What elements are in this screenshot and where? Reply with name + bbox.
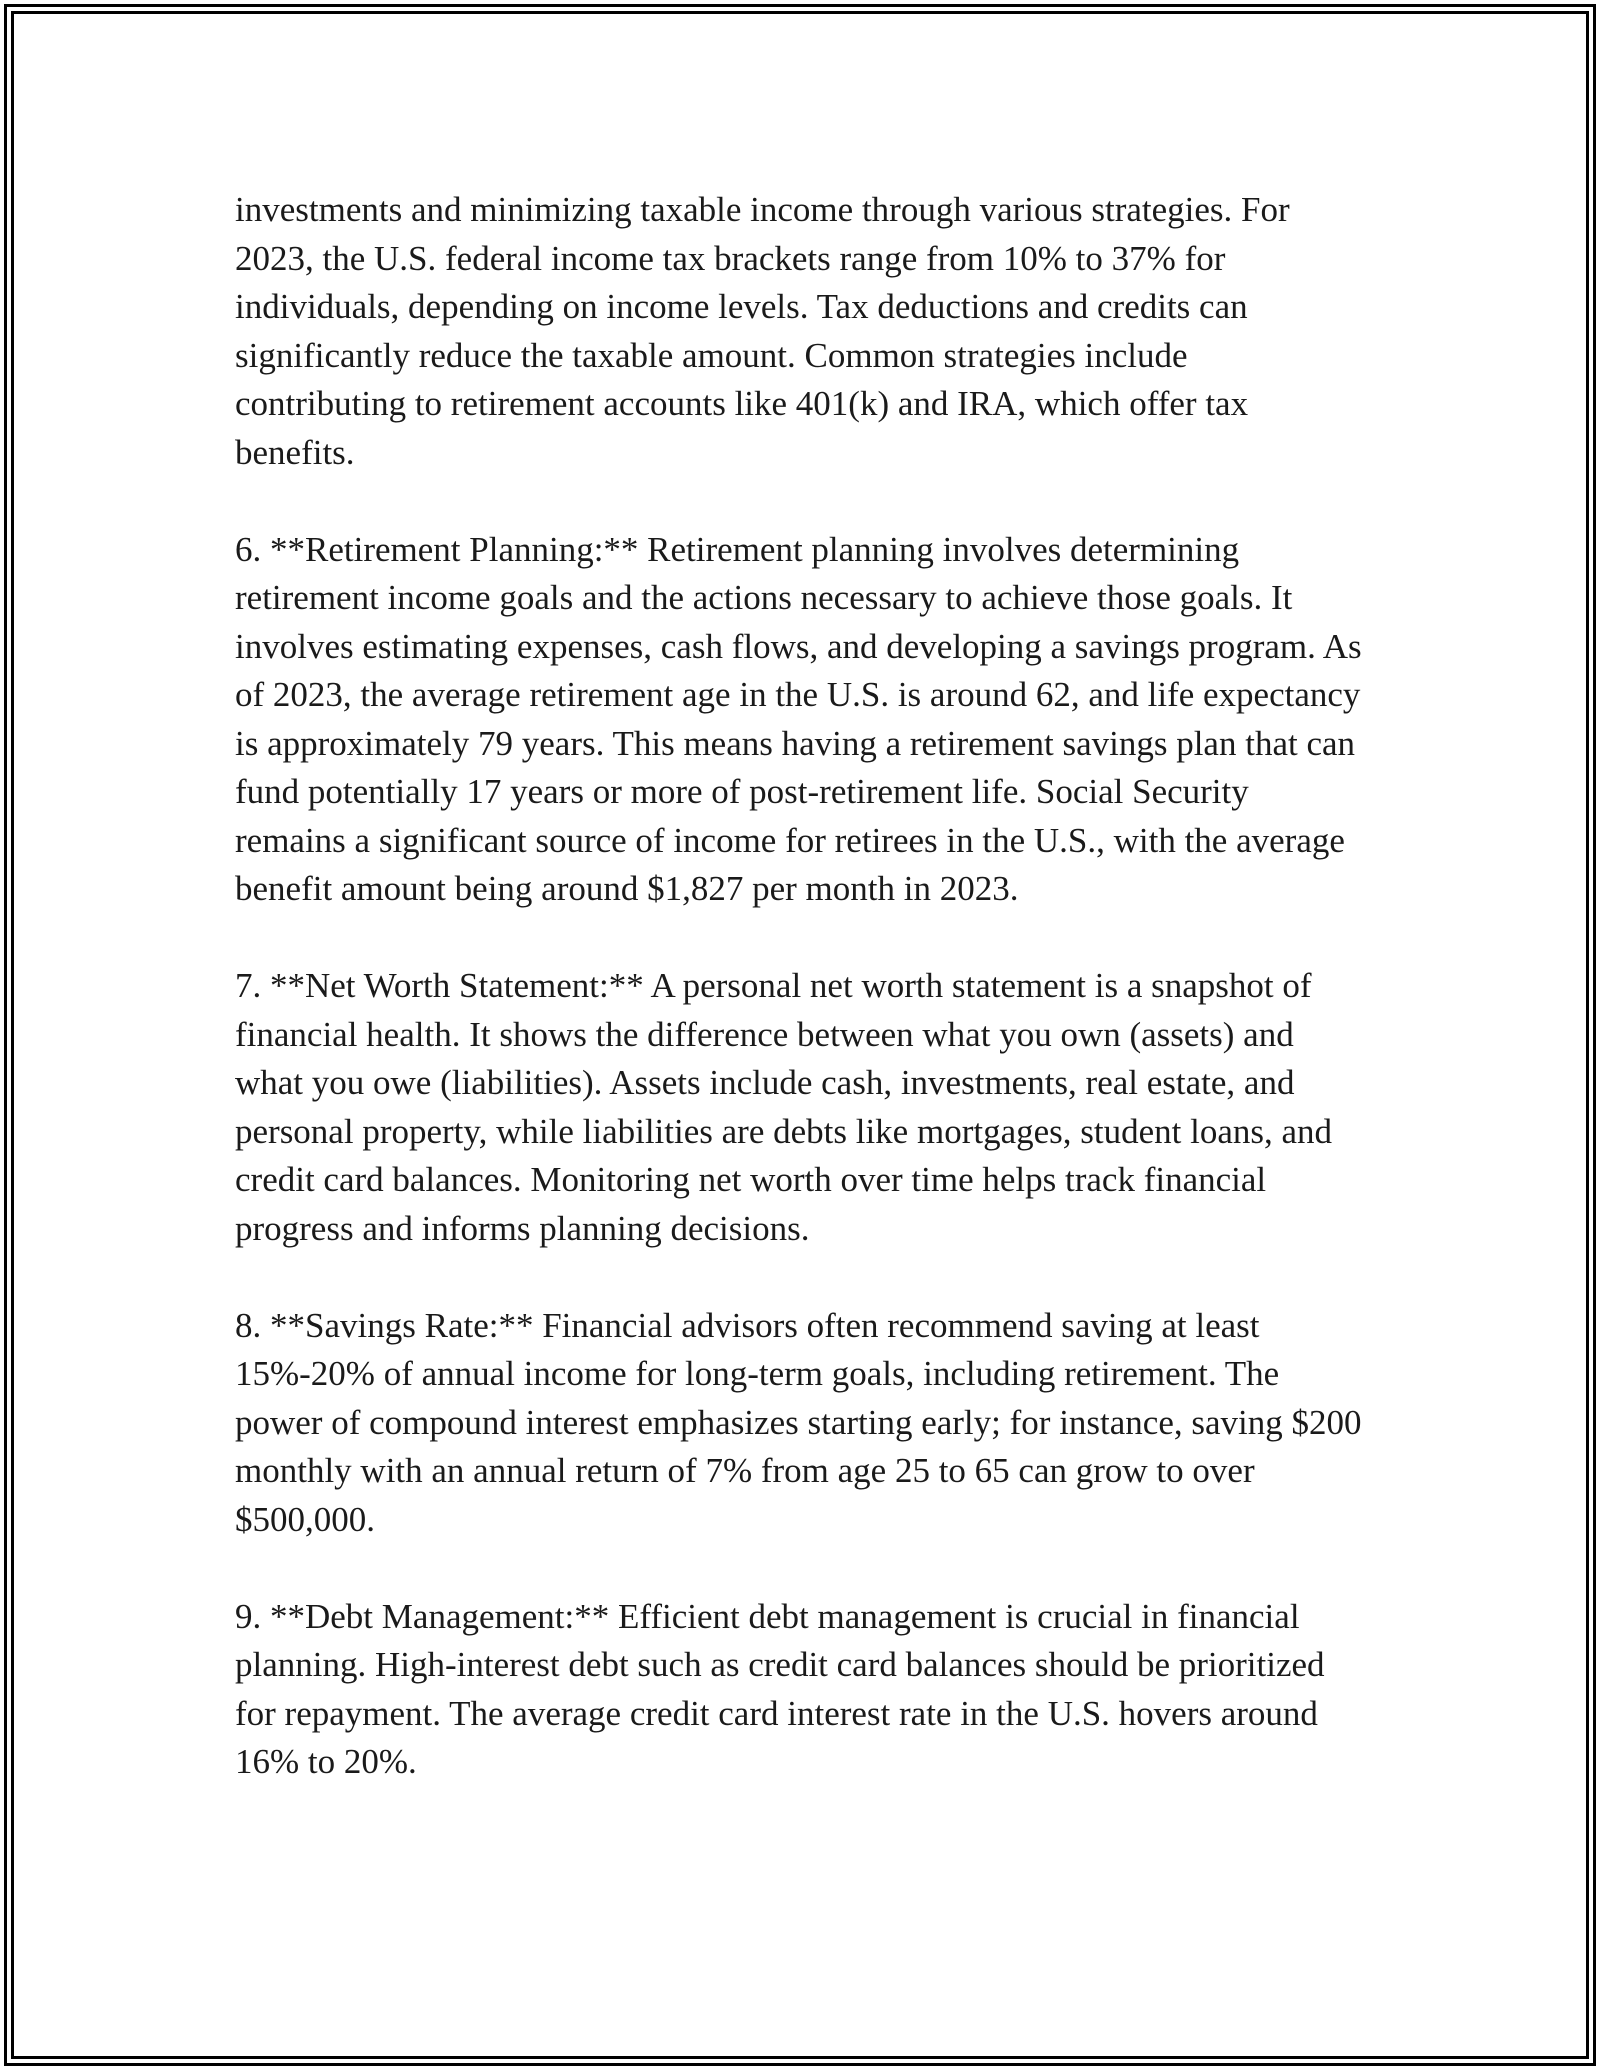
paragraph-debt-management: 9. **Debt Management:** Efficient debt management is crucial in financial planning. High-interest debt such as credit card balances should be prioritized for repayment. The average credit card interest rate in the U.S. hovers around 16% to 20%. [235,1596,1325,1781]
paragraph-tax-planning: investments and minimizing taxable income through various strategies. For 2023, the U.S. federal income tax brackets range from 10% to 37% for individuals, depending on income levels. Tax deductions and credits can significantly reduce the taxable amount. Common strategies include contributing to retirement accounts like 401(k) and IRA, which offer tax benefits. [235,190,1290,472]
document-body [235,186,1365,1787]
paragraph-retirement-planning: 6. **Retirement Planning:** Retirement planning involves determining retirement income goals and the actions necessary to achieve those goals. It involves estimating expenses, cash flows, and developing a savings program. As of 2023, the average retirement age in the U.S. is around 62, and life expectancy is approximately 79 years. This means having a retirement savings plan that can fund potentially 17 years or more of post-retirement life. Social Security remains a significant source of income for retirees in the U.S., with the average benefit amount being around $1,827 per month in 2023. [235,529,1362,908]
paragraph-net-worth-statement: 7. **Net Worth Statement:** A personal net worth statement is a snapshot of financial health. It shows the difference between what you own (assets) and what you owe (liabilities). Assets include cash, investments, real estate, and personal property, while liabilities are debts like mortgages, student loans, and credit card balances. Monitoring net worth over time helps track financial progress and informs planning decisions. [235,966,1333,1248]
paragraph-savings-rate: 8. **Savings Rate:** Financial advisors often recommend saving at least 15%-20% of annual income for long-term goals, including retirement. The power of compound interest emphasizes starting early; for instance, saving $200 monthly with an annual return of 7% from age 25 to 65 can grow to over $500,000. [235,1305,1362,1539]
